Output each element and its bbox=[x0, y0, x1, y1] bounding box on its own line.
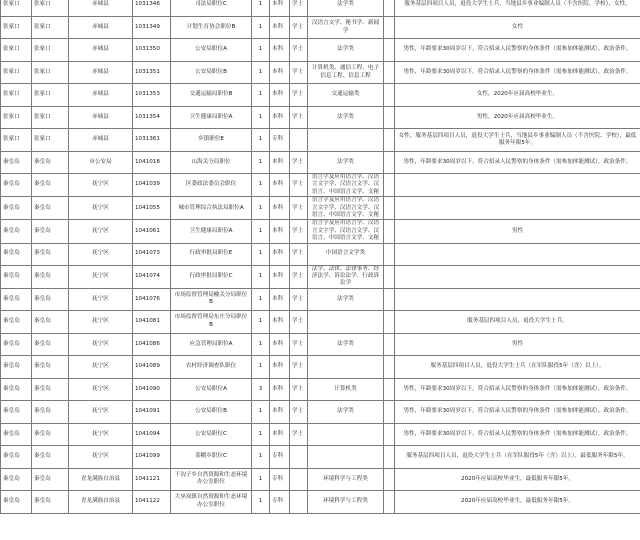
note-cell bbox=[384, 107, 395, 129]
city-cell: 秦皇岛 bbox=[1, 197, 32, 220]
post-code-cell: 1041039 bbox=[133, 174, 171, 197]
county-cell: 抚宁区 bbox=[69, 445, 133, 468]
post-code-cell: 1031351 bbox=[133, 62, 171, 84]
degree-cell: 学士 bbox=[290, 17, 308, 39]
education-cell: 本科 bbox=[270, 0, 290, 17]
headcount-cell: 1 bbox=[252, 62, 270, 84]
table-row bbox=[1, 39, 640, 62]
education-cell: 本科 bbox=[270, 288, 290, 310]
post-code-cell: 1041073 bbox=[133, 243, 171, 265]
headcount-cell: 1 bbox=[252, 265, 270, 288]
region-cell: 秦皇岛 bbox=[32, 220, 69, 243]
post-name-cell: 卫生健康局职位A bbox=[171, 220, 252, 243]
education-cell: 本科 bbox=[270, 355, 290, 378]
table-row bbox=[1, 378, 640, 400]
city-cell: 秦皇岛 bbox=[1, 310, 32, 333]
city-cell: 秦皇岛 bbox=[1, 400, 32, 423]
note-cell bbox=[384, 400, 395, 423]
post-name-cell: 乡镇职位E bbox=[171, 129, 252, 152]
headcount-cell: 1 bbox=[252, 400, 270, 423]
table-row bbox=[1, 288, 640, 310]
table-row bbox=[1, 0, 640, 17]
table-row bbox=[1, 197, 640, 220]
note-cell bbox=[384, 355, 395, 378]
county-cell: 抚宁区 bbox=[69, 197, 133, 220]
post-name-cell: 行政审批局职位C bbox=[171, 265, 252, 288]
region-cell: 张家口 bbox=[32, 62, 69, 84]
note-cell bbox=[384, 243, 395, 265]
table-row bbox=[1, 152, 640, 174]
post-name-cell: 大巫岚镇自然资源和生态环境办公室职位 bbox=[171, 490, 252, 513]
post-code-cell: 1041122 bbox=[133, 490, 171, 513]
post-code-cell: 1041090 bbox=[133, 378, 171, 400]
region-cell: 秦皇岛 bbox=[32, 400, 69, 423]
headcount-cell: 1 bbox=[252, 355, 270, 378]
education-cell: 专科 bbox=[270, 468, 290, 490]
region-cell: 秦皇岛 bbox=[32, 174, 69, 197]
region-cell: 张家口 bbox=[32, 39, 69, 62]
conditions-cell: 服务基层四项目人员，退役大学生士兵。 bbox=[395, 310, 640, 333]
region-cell: 秦皇岛 bbox=[32, 355, 69, 378]
headcount-cell: 1 bbox=[252, 129, 270, 152]
education-cell: 本科 bbox=[270, 220, 290, 243]
degree-cell bbox=[290, 445, 308, 468]
education-cell: 本科 bbox=[270, 174, 290, 197]
conditions-cell: 服务基层四项目人员，退役大学生士兵（在军队服役5年（含）以上），最低服务年限5年。 bbox=[395, 445, 640, 468]
post-code-cell: 1041081 bbox=[133, 310, 171, 333]
note-cell bbox=[384, 468, 395, 490]
region-cell: 张家口 bbox=[32, 129, 69, 152]
table-row bbox=[1, 490, 640, 513]
city-cell: 秦皇岛 bbox=[1, 265, 32, 288]
table-row bbox=[1, 355, 640, 378]
headcount-cell: 1 bbox=[252, 197, 270, 220]
headcount-cell: 1 bbox=[252, 490, 270, 513]
post-code-cell: 1031354 bbox=[133, 107, 171, 129]
education-cell: 本科 bbox=[270, 423, 290, 445]
region-cell: 张家口 bbox=[32, 107, 69, 129]
post-name-cell: 茶棚乡职位C bbox=[171, 445, 252, 468]
post-name-cell: 城市管理综合执法局职位A bbox=[171, 197, 252, 220]
education-cell: 本科 bbox=[270, 243, 290, 265]
headcount-cell: 1 bbox=[252, 0, 270, 17]
table-body bbox=[1, 0, 640, 513]
note-cell bbox=[384, 62, 395, 84]
major-cell bbox=[308, 423, 384, 445]
region-cell: 秦皇岛 bbox=[32, 243, 69, 265]
post-name-cell: 市场监督管理局东庄分局职位B bbox=[171, 310, 252, 333]
city-cell: 秦皇岛 bbox=[1, 288, 32, 310]
note-cell bbox=[384, 445, 395, 468]
region-cell: 张家口 bbox=[32, 0, 69, 17]
education-cell: 本科 bbox=[270, 84, 290, 107]
education-cell: 本科 bbox=[270, 39, 290, 62]
post-code-cell: 1031349 bbox=[133, 17, 171, 39]
county-cell: 赤城县 bbox=[69, 84, 133, 107]
note-cell bbox=[384, 220, 395, 243]
county-cell: 抚宁区 bbox=[69, 423, 133, 445]
note-cell bbox=[384, 288, 395, 310]
headcount-cell: 3 bbox=[252, 378, 270, 400]
post-code-cell: 1041076 bbox=[133, 288, 171, 310]
major-cell bbox=[308, 310, 384, 333]
degree-cell: 学士 bbox=[290, 355, 308, 378]
city-cell: 秦皇岛 bbox=[1, 152, 32, 174]
degree-cell bbox=[290, 490, 308, 513]
region-cell: 秦皇岛 bbox=[32, 265, 69, 288]
degree-cell: 学士 bbox=[290, 39, 308, 62]
headcount-cell: 1 bbox=[252, 107, 270, 129]
post-name-cell: 公安局职位A bbox=[171, 39, 252, 62]
conditions-cell: 男性 bbox=[395, 333, 640, 355]
county-cell: 青龙满族自治县 bbox=[69, 490, 133, 513]
conditions-cell bbox=[395, 197, 640, 220]
note-cell bbox=[384, 490, 395, 513]
degree-cell: 学士 bbox=[290, 333, 308, 355]
city-cell: 张家口 bbox=[1, 84, 32, 107]
note-cell bbox=[384, 174, 395, 197]
city-cell: 张家口 bbox=[1, 62, 32, 84]
table-row bbox=[1, 62, 640, 84]
education-cell: 专科 bbox=[270, 445, 290, 468]
conditions-cell: 女性 bbox=[395, 17, 640, 39]
county-cell: 赤城县 bbox=[69, 39, 133, 62]
major-cell: 语言学及应用语言学、汉语言文字学、汉语言文学、汉语言、中国语言文学、文秘 bbox=[308, 220, 384, 243]
major-cell: 汉语言文学、秘书学、新闻学 bbox=[308, 17, 384, 39]
post-name-cell: 交通运输局职位B bbox=[171, 84, 252, 107]
city-cell: 张家口 bbox=[1, 0, 32, 17]
degree-cell bbox=[290, 129, 308, 152]
headcount-cell: 1 bbox=[252, 468, 270, 490]
city-cell: 张家口 bbox=[1, 107, 32, 129]
region-cell: 秦皇岛 bbox=[32, 423, 69, 445]
education-cell: 本科 bbox=[270, 265, 290, 288]
note-cell bbox=[384, 423, 395, 445]
region-cell: 秦皇岛 bbox=[32, 445, 69, 468]
post-name-cell: 公安局职位B bbox=[171, 62, 252, 84]
post-code-cell: 1041074 bbox=[133, 265, 171, 288]
headcount-cell: 1 bbox=[252, 310, 270, 333]
note-cell bbox=[384, 129, 395, 152]
region-cell: 秦皇岛 bbox=[32, 152, 69, 174]
degree-cell: 学士 bbox=[290, 378, 308, 400]
table-row bbox=[1, 107, 640, 129]
degree-cell: 学士 bbox=[290, 243, 308, 265]
table-row bbox=[1, 310, 640, 333]
region-cell: 张家口 bbox=[32, 84, 69, 107]
education-cell: 本科 bbox=[270, 152, 290, 174]
conditions-cell: 2020年应届高校毕业生，最低服务年限5年。 bbox=[395, 490, 640, 513]
post-code-cell: 1041121 bbox=[133, 468, 171, 490]
major-cell: 计算机类 bbox=[308, 378, 384, 400]
education-cell: 专科 bbox=[270, 490, 290, 513]
degree-cell: 学士 bbox=[290, 310, 308, 333]
conditions-cell: 女性，2020年应届高校毕业生。 bbox=[395, 84, 640, 107]
post-code-cell: 1031350 bbox=[133, 39, 171, 62]
post-code-cell: 1041089 bbox=[133, 355, 171, 378]
major-cell: 语言学及应用语言学、汉语言文字学、汉语言文学、汉语言、中国语言文学、文秘 bbox=[308, 197, 384, 220]
major-cell: 语言学及应用语言学、汉语言文字学、汉语言文学、汉语言、中国语言文学、文秘 bbox=[308, 174, 384, 197]
major-cell: 法学类 bbox=[308, 400, 384, 423]
table-row bbox=[1, 468, 640, 490]
post-code-cell: 1041018 bbox=[133, 152, 171, 174]
education-cell: 专科 bbox=[270, 129, 290, 152]
headcount-cell: 1 bbox=[252, 39, 270, 62]
county-cell: 抚宁区 bbox=[69, 220, 133, 243]
major-cell: 法学类 bbox=[308, 333, 384, 355]
county-cell: 青龙满族自治县 bbox=[69, 468, 133, 490]
city-cell: 张家口 bbox=[1, 129, 32, 152]
education-cell: 本科 bbox=[270, 333, 290, 355]
region-cell: 秦皇岛 bbox=[32, 288, 69, 310]
table-row bbox=[1, 129, 640, 152]
major-cell: 环境科学与工程类 bbox=[308, 490, 384, 513]
city-cell: 秦皇岛 bbox=[1, 243, 32, 265]
degree-cell: 学士 bbox=[290, 62, 308, 84]
region-cell: 秦皇岛 bbox=[32, 197, 69, 220]
conditions-cell: 男性，年龄要求30周岁以下，符合招录人民警察的身体条件（需参加体能测试），政治条件。 bbox=[395, 400, 640, 423]
post-name-cell: 干沟子乡自然资源和生态环境办公室职位 bbox=[171, 468, 252, 490]
county-cell: 赤城县 bbox=[69, 0, 133, 17]
conditions-cell bbox=[395, 288, 640, 310]
conditions-cell bbox=[395, 243, 640, 265]
major-cell: 环境科学与工程类 bbox=[308, 468, 384, 490]
post-code-cell: 1041094 bbox=[133, 423, 171, 445]
table-row bbox=[1, 243, 640, 265]
major-cell bbox=[308, 129, 384, 152]
note-cell bbox=[384, 333, 395, 355]
county-cell: 市公安局 bbox=[69, 152, 133, 174]
headcount-cell: 1 bbox=[252, 174, 270, 197]
conditions-cell: 男性，年龄要求30周岁以下，符合招录人民警察的身体条件（需参加体能测试），政治条件。 bbox=[395, 152, 640, 174]
region-cell: 秦皇岛 bbox=[32, 378, 69, 400]
table-row bbox=[1, 265, 640, 288]
post-name-cell: 计划生育协会职位B bbox=[171, 17, 252, 39]
education-cell: 本科 bbox=[270, 400, 290, 423]
education-cell: 本科 bbox=[270, 310, 290, 333]
education-cell: 本科 bbox=[270, 62, 290, 84]
headcount-cell: 1 bbox=[252, 243, 270, 265]
headcount-cell: 1 bbox=[252, 423, 270, 445]
degree-cell: 学士 bbox=[290, 0, 308, 17]
county-cell: 赤城县 bbox=[69, 107, 133, 129]
city-cell: 秦皇岛 bbox=[1, 423, 32, 445]
post-code-cell: 1041099 bbox=[133, 445, 171, 468]
region-cell: 秦皇岛 bbox=[32, 468, 69, 490]
education-cell: 本科 bbox=[270, 378, 290, 400]
table-row bbox=[1, 400, 640, 423]
major-cell bbox=[308, 445, 384, 468]
education-cell: 本科 bbox=[270, 107, 290, 129]
note-cell bbox=[384, 265, 395, 288]
conditions-cell: 男性，年龄要求30周岁以下，符合招录人民警察的身体条件（需参加体能测试），政治条件。 bbox=[395, 423, 640, 445]
degree-cell: 学士 bbox=[290, 197, 308, 220]
note-cell bbox=[384, 197, 395, 220]
headcount-cell: 1 bbox=[252, 17, 270, 39]
major-cell: 法学类 bbox=[308, 39, 384, 62]
note-cell bbox=[384, 84, 395, 107]
county-cell: 抚宁区 bbox=[69, 400, 133, 423]
table-row bbox=[1, 445, 640, 468]
county-cell: 抚宁区 bbox=[69, 310, 133, 333]
headcount-cell: 1 bbox=[252, 152, 270, 174]
county-cell: 抚宁区 bbox=[69, 378, 133, 400]
degree-cell: 学士 bbox=[290, 174, 308, 197]
post-code-cell: 1031361 bbox=[133, 129, 171, 152]
note-cell bbox=[384, 378, 395, 400]
education-cell: 本科 bbox=[270, 197, 290, 220]
major-cell: 法学类 bbox=[308, 0, 384, 17]
post-name-cell: 公安局职位B bbox=[171, 400, 252, 423]
note-cell bbox=[384, 152, 395, 174]
note-cell bbox=[384, 310, 395, 333]
major-cell: 中国语言文学类 bbox=[308, 243, 384, 265]
city-cell: 秦皇岛 bbox=[1, 445, 32, 468]
county-cell: 抚宁区 bbox=[69, 355, 133, 378]
major-cell: 交通运输类 bbox=[308, 84, 384, 107]
education-cell: 本科 bbox=[270, 17, 290, 39]
table-row bbox=[1, 333, 640, 355]
conditions-cell: 服务基层四项目人员，退役大学生士兵，当地县乡事业编制人员（不含医院、学校），女性。 bbox=[395, 0, 640, 17]
table-row bbox=[1, 423, 640, 445]
table-row bbox=[1, 174, 640, 197]
post-name-cell: 市场监督管理局榆关分局职位B bbox=[171, 288, 252, 310]
city-cell: 秦皇岛 bbox=[1, 333, 32, 355]
conditions-cell: 2020年应届高校毕业生，最低服务年限5年。 bbox=[395, 468, 640, 490]
post-name-cell: 山海关分局职位 bbox=[171, 152, 252, 174]
city-cell: 秦皇岛 bbox=[1, 378, 32, 400]
post-name-cell: 司法局职位C bbox=[171, 0, 252, 17]
region-cell: 张家口 bbox=[32, 17, 69, 39]
region-cell: 秦皇岛 bbox=[32, 490, 69, 513]
post-name-cell: 农村经济调查队职位 bbox=[171, 355, 252, 378]
city-cell: 秦皇岛 bbox=[1, 490, 32, 513]
county-cell: 抚宁区 bbox=[69, 333, 133, 355]
table-row bbox=[1, 220, 640, 243]
major-cell: 法学、法律、法律事务、经济法学、诉讼法学、行政诉讼学 bbox=[308, 265, 384, 288]
post-name-cell: 行政审批局职位E bbox=[171, 243, 252, 265]
degree-cell: 学士 bbox=[290, 400, 308, 423]
note-cell bbox=[384, 0, 395, 17]
post-code-cell: 1041086 bbox=[133, 333, 171, 355]
note-cell bbox=[384, 17, 395, 39]
conditions-cell: 男性，年龄要求30周岁以下，符合招录人民警察的身体条件（需参加体能测试），政治条件。 bbox=[395, 39, 640, 62]
note-cell bbox=[384, 39, 395, 62]
post-name-cell: 区委政法委员会职位 bbox=[171, 174, 252, 197]
city-cell: 秦皇岛 bbox=[1, 468, 32, 490]
conditions-cell: 男性，2020年应届高校毕业生。 bbox=[395, 107, 640, 129]
county-cell: 赤城县 bbox=[69, 129, 133, 152]
city-cell: 张家口 bbox=[1, 39, 32, 62]
conditions-cell: 男性，年龄要求30周岁以下，符合招录人民警察的身体条件（需参加体能测试），政治条件。 bbox=[395, 378, 640, 400]
headcount-cell: 1 bbox=[252, 84, 270, 107]
region-cell: 秦皇岛 bbox=[32, 310, 69, 333]
major-cell: 计算机类、通信工程、电子信息工程、信息工程 bbox=[308, 62, 384, 84]
post-code-cell: 1031346 bbox=[133, 0, 171, 17]
post-code-cell: 1041061 bbox=[133, 220, 171, 243]
degree-cell: 学士 bbox=[290, 423, 308, 445]
major-cell bbox=[308, 355, 384, 378]
conditions-cell: 男性，年龄要求30周岁以下，符合招录人民警察的身体条件（需参加体能测试），政治条件。 bbox=[395, 62, 640, 84]
degree-cell: 学士 bbox=[290, 288, 308, 310]
city-cell: 秦皇岛 bbox=[1, 220, 32, 243]
table-row bbox=[1, 84, 640, 107]
conditions-cell bbox=[395, 174, 640, 197]
post-name-cell: 公安局职位A bbox=[171, 378, 252, 400]
region-cell: 秦皇岛 bbox=[32, 333, 69, 355]
post-name-cell: 应急管理局职位A bbox=[171, 333, 252, 355]
county-cell: 抚宁区 bbox=[69, 243, 133, 265]
city-cell: 张家口 bbox=[1, 17, 32, 39]
post-name-cell: 卫生健康局职位A bbox=[171, 107, 252, 129]
degree-cell: 学士 bbox=[290, 265, 308, 288]
major-cell: 法学类 bbox=[308, 107, 384, 129]
headcount-cell: 1 bbox=[252, 220, 270, 243]
degree-cell: 学士 bbox=[290, 220, 308, 243]
post-code-cell: 1031353 bbox=[133, 84, 171, 107]
county-cell: 赤城县 bbox=[69, 17, 133, 39]
degree-cell bbox=[290, 468, 308, 490]
degree-cell: 学士 bbox=[290, 84, 308, 107]
major-cell: 法学类 bbox=[308, 152, 384, 174]
conditions-cell: 女性，服务基层四项目人员，退役大学生士兵，当地县乡事业编制人员（不含医院、学校），最低服务年限5年。 bbox=[395, 129, 640, 152]
degree-cell: 学士 bbox=[290, 152, 308, 174]
county-cell: 抚宁区 bbox=[69, 288, 133, 310]
post-name-cell: 公安局职位C bbox=[171, 423, 252, 445]
county-cell: 抚宁区 bbox=[69, 174, 133, 197]
headcount-cell: 1 bbox=[252, 333, 270, 355]
table-row bbox=[1, 17, 640, 39]
conditions-cell bbox=[395, 265, 640, 288]
county-cell: 抚宁区 bbox=[69, 265, 133, 288]
conditions-cell: 男性 bbox=[395, 220, 640, 243]
headcount-cell: 1 bbox=[252, 288, 270, 310]
county-cell: 赤城县 bbox=[69, 62, 133, 84]
headcount-cell: 1 bbox=[252, 445, 270, 468]
city-cell: 秦皇岛 bbox=[1, 174, 32, 197]
post-code-cell: 1041091 bbox=[133, 400, 171, 423]
city-cell: 秦皇岛 bbox=[1, 355, 32, 378]
conditions-cell: 服务基层四项目人员，退役大学生士兵（在军队服役5年（含）以上）。 bbox=[395, 355, 640, 378]
post-code-cell: 1041055 bbox=[133, 197, 171, 220]
major-cell: 法学类 bbox=[308, 288, 384, 310]
degree-cell: 学士 bbox=[290, 107, 308, 129]
